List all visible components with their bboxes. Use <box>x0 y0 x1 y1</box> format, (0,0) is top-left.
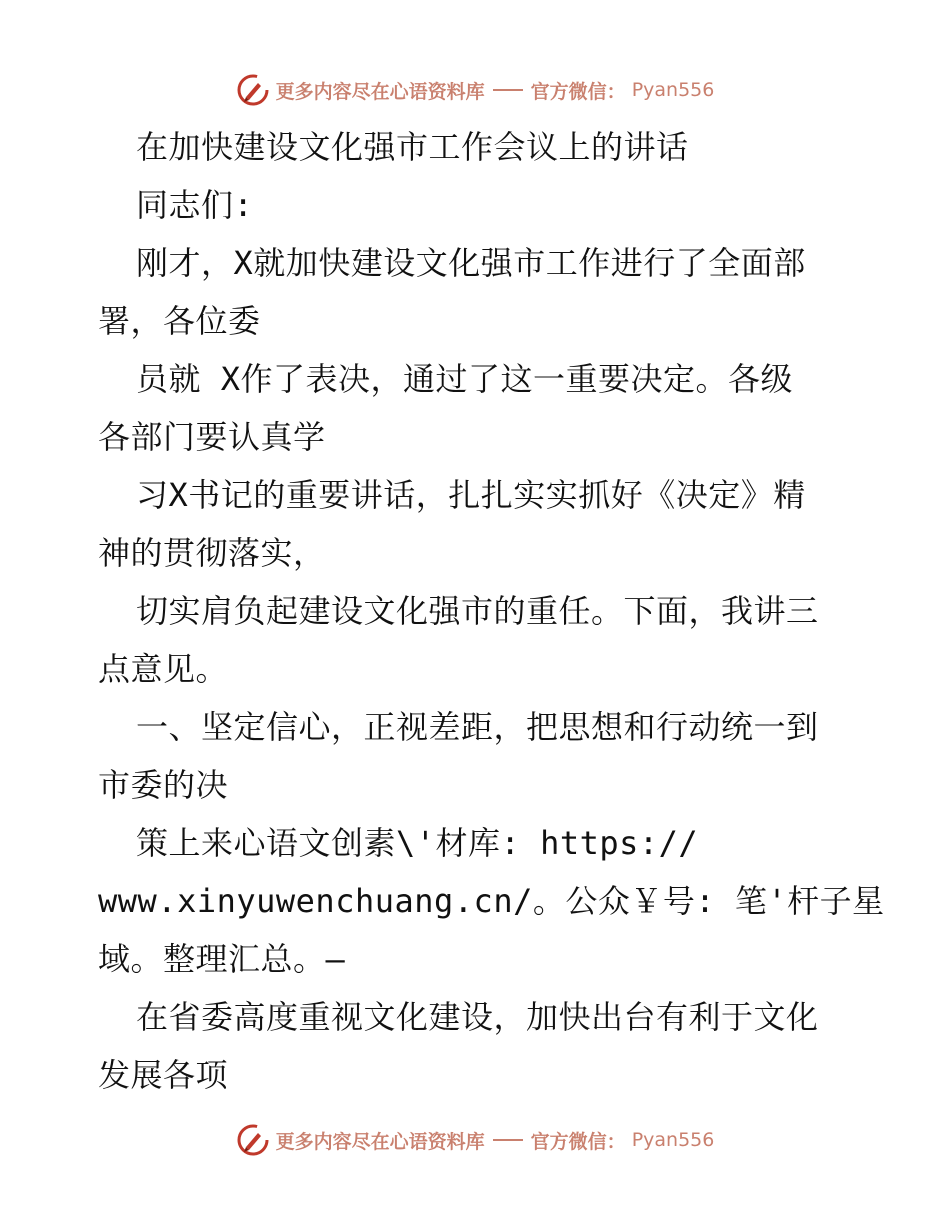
footer-banner <box>0 1120 950 1160</box>
banner-site-text: 更多内容尽在心语资料库 <box>275 80 485 103</box>
paragraph-line: www.xinyuwenchuang.cn/。公众￥号: 笔'杆子星 <box>98 882 885 920</box>
banner-wechat-label: 官方微信： <box>530 1130 626 1153</box>
paragraph-line: 各部门要认真学 <box>98 418 326 456</box>
paragraph-line: 刚才，X就加快建设文化强市工作进行了全面部 <box>136 244 806 282</box>
banner-site-text: 更多内容尽在心语资料库 <box>275 1130 485 1153</box>
paragraph-line: 发展各项 <box>98 1056 229 1094</box>
banner-dash <box>493 89 523 91</box>
banner-wechat-id: Pyan556 <box>631 1129 715 1151</box>
pen-logo-icon <box>236 1123 270 1157</box>
pen-logo-icon <box>236 73 270 107</box>
paragraph-line: 习X书记的重要讲话，扎扎实实抓好《决定》精 <box>136 476 806 514</box>
paragraph-line: 署，各位委 <box>98 302 261 340</box>
paragraph-line: 策上来心语文创素\'材库: https:// <box>136 824 699 862</box>
paragraph-line: 神的贯彻落实， <box>98 534 326 572</box>
banner-wechat-label: 官方微信： <box>530 80 626 103</box>
paragraph-line: 点意见。 <box>98 650 229 688</box>
salutation: 同志们: <box>136 186 254 224</box>
paragraph-line: 切实肩负起建设文化强市的重任。下面，我讲三 <box>136 592 819 630</box>
section-heading-cont: 市委的决 <box>98 766 229 804</box>
paragraph-line: 在省委高度重视文化建设，加快出台有利于文化 <box>136 998 819 1036</box>
document-body <box>98 118 885 1104</box>
header-banner <box>0 70 950 110</box>
paragraph-line: 员就 X作了表决，通过了这一重要决定。各级 <box>136 360 794 398</box>
banner-wechat-id: Pyan556 <box>631 79 715 101</box>
section-heading: 一、坚定信心，正视差距，把思想和行动统一到 <box>136 708 819 746</box>
document-title: 在加快建设文化强市工作会议上的讲话 <box>136 128 689 166</box>
paragraph-line: 域。整理汇总。— <box>98 940 346 978</box>
banner-dash <box>493 1139 523 1141</box>
